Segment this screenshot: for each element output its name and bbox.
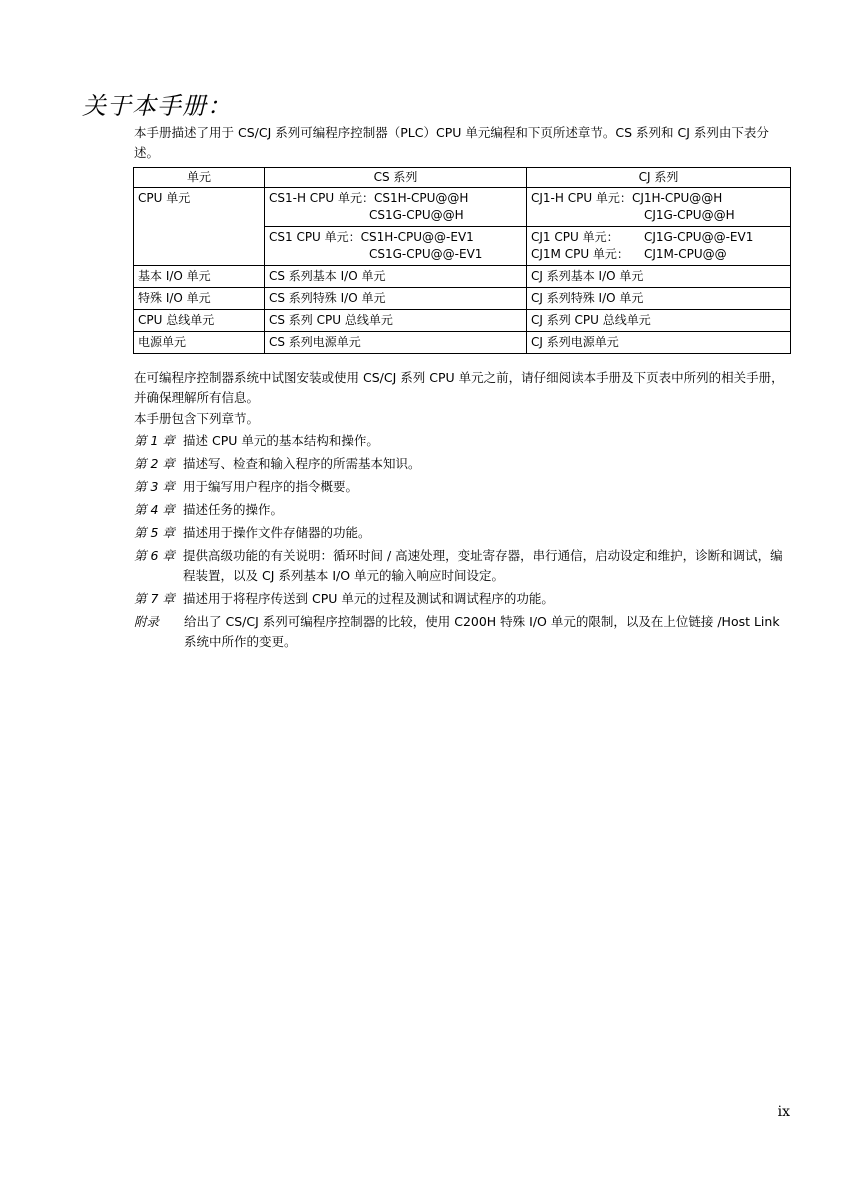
chapter-description: 描述用于将程序传送到 CPU 单元的过程及测试和调试程序的功能。 xyxy=(183,591,554,606)
chapter-description: 描述任务的操作。 xyxy=(183,502,284,517)
table-header-row xyxy=(134,168,791,188)
chapter-description: 描述用于操作文件存储器的功能。 xyxy=(183,525,371,540)
chapter-list xyxy=(134,431,790,655)
page-number: ix xyxy=(777,1104,790,1120)
intro-paragraph: 本手册描述了用于 CS/CJ 系列可编程序控制器（PLC）CPU 单元编程和下页所述章节。CS 系列和 CJ 系列由下表分述。 xyxy=(134,125,769,160)
cs1-label: CS1 CPU 单元： xyxy=(269,230,361,244)
list-item xyxy=(134,612,790,652)
cs1-model-1: CS1H-CPU@@-EV1 xyxy=(360,230,474,244)
table-row xyxy=(134,266,791,288)
unit-series-table xyxy=(133,167,791,354)
chapter-description: 提供高级功能的有关说明：循环时间 / 高速处理，变址寄存器，串行通信，启动设定和维护，诊断和调试，编程装置，以及 CJ 系列基本 I/O 单元的输入响应时间设定。 xyxy=(183,548,783,583)
preface-paragraph: 在可编程序控制器系统中试图安装或使用 CS/CJ 系列 CPU 单元之前，请仔细阅读本手册及下页表中所列的相关手册，并确保理解所有信息。 xyxy=(134,370,784,405)
chapter-label: 第 4 章 xyxy=(134,502,175,517)
list-item xyxy=(134,500,790,520)
cj1-cell xyxy=(527,227,791,266)
cj1-label: CJ1 CPU 单元： xyxy=(531,230,619,244)
page-title: 关于本手册： xyxy=(82,92,232,120)
table-row xyxy=(134,332,791,354)
chapter-label: 第 2 章 xyxy=(134,456,175,471)
list-item xyxy=(134,431,790,451)
cj1h-model-1: CJ1H-CPU@@H xyxy=(631,191,723,205)
cs1h-label: CS1-H CPU 单元： xyxy=(269,191,375,205)
cs1h-cell xyxy=(265,188,527,227)
table-cell: 特殊 I/O 单元 xyxy=(134,288,265,310)
chapters-intro: 本手册包含下列章节。 xyxy=(134,411,260,426)
table-cell: CS 系列 CPU 总线单元 xyxy=(265,310,527,332)
chapter-label: 第 1 章 xyxy=(134,433,175,448)
cj1m-label: CJ1M CPU 单元： xyxy=(531,247,629,261)
cs1-cell xyxy=(265,227,527,266)
table-cell: CJ 系列电源单元 xyxy=(527,332,791,354)
list-item xyxy=(134,454,790,474)
cj1h-model-2: CJ1G-CPU@@H xyxy=(644,208,735,222)
chapter-description: 描述写、检查和输入程序的所需基本知识。 xyxy=(183,456,421,471)
table-cell: 电源单元 xyxy=(134,332,265,354)
appendix-label: 附录 xyxy=(134,614,160,629)
cj1-model: CJ1G-CPU@@-EV1 xyxy=(644,230,754,244)
table-cell: CPU 总线单元 xyxy=(134,310,265,332)
chapter-label: 第 5 章 xyxy=(134,525,175,540)
table-cell: CS 系列基本 I/O 单元 xyxy=(265,266,527,288)
table-row xyxy=(134,288,791,310)
cpu-unit-cell: CPU 单元 xyxy=(134,188,265,266)
list-item xyxy=(134,523,790,543)
header-cs-series: CS 系列 xyxy=(265,168,527,188)
table-row xyxy=(134,188,791,227)
chapter-description: 描述 CPU 单元的基本结构和操作。 xyxy=(183,433,379,448)
table-cell: CJ 系列基本 I/O 单元 xyxy=(527,266,791,288)
header-cj-series: CJ 系列 xyxy=(527,168,791,188)
table-cell: CS 系列特殊 I/O 单元 xyxy=(265,288,527,310)
chapter-description: 用于编写用户程序的指令概要。 xyxy=(183,479,359,494)
cs1h-model-2: CS1G-CPU@@H xyxy=(369,208,464,222)
table-row xyxy=(134,310,791,332)
header-unit: 单元 xyxy=(134,168,265,188)
appendix-description: 给出了 CS/CJ 系列可编程序控制器的比较，使用 C200H 特殊 I/O 单元的限制，以及在上位链接 /Host Link 系统中所作的变更。 xyxy=(184,614,780,649)
table-cell: 基本 I/O 单元 xyxy=(134,266,265,288)
cj1h-label: CJ1-H CPU 单元： xyxy=(531,191,632,205)
list-item xyxy=(134,477,790,497)
chapter-label: 第 7 章 xyxy=(134,591,175,606)
table-cell: CS 系列电源单元 xyxy=(265,332,527,354)
cj1m-model: CJ1M-CPU@@ xyxy=(644,247,727,261)
cs1h-model-1: CS1H-CPU@@H xyxy=(374,191,469,205)
cj1h-cell xyxy=(527,188,791,227)
list-item xyxy=(134,589,790,609)
table-cell: CJ 系列特殊 I/O 单元 xyxy=(527,288,791,310)
cs1-model-2: CS1G-CPU@@-EV1 xyxy=(369,247,483,261)
chapter-label: 第 3 章 xyxy=(134,479,175,494)
chapter-label: 第 6 章 xyxy=(134,548,175,563)
table-cell: CJ 系列 CPU 总线单元 xyxy=(527,310,791,332)
list-item xyxy=(134,546,790,586)
